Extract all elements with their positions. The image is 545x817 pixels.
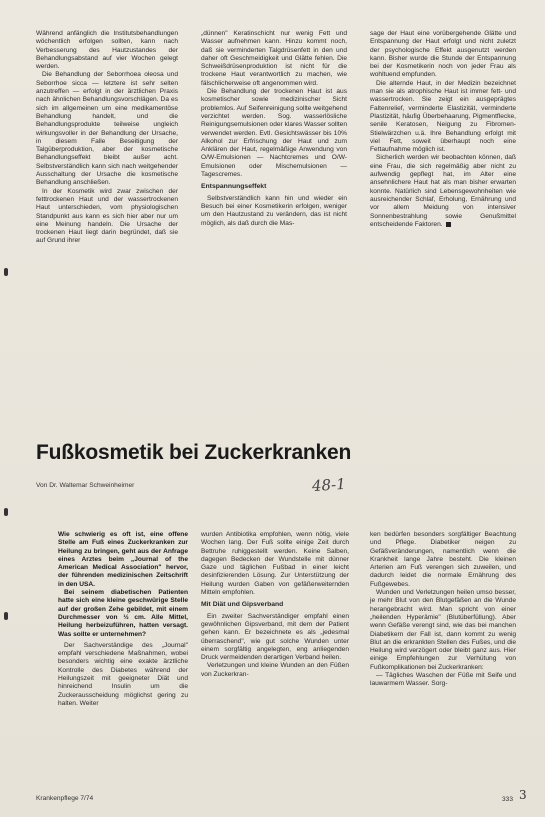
article-column-3 [370,531,516,689]
top-column-2 [201,30,347,228]
top-column-1 [36,30,178,246]
paragraph: ken bedürfen besonders sorgfältiger Beachtung und Pflege. Diabetiker neigen zu Gefäßveränderungen, namentlich wenn die Krankheit lange Jahre besteht. Die kleinen Arterien am Fuß verengen sich zuweilen, und dadurch leidet die normale Ernährung des Fußgewebes. [370,531,516,588]
paragraph: Wunden und Verletzungen heilen umso besser, je mehr Blut von den Blutgefäßen an die Wunde herangebracht wird. Man spricht von einer „heilenden Hyperämie" (Blutüberfüllung). Aber wenn Gefäße verengt sind, wie das bei manchen Diabetikern der Fall ist, dann kommt zu wenig Blut an die erkrankten Stellen des Fußes, und die Heilung wird verzögert oder bleibt ganz aus. Hier einige Empfehlungen zur Verhütung von Fußkomplikationen bei Zuckerkranken: [370,589,516,671]
handwritten-page-mark: 3 [519,788,527,802]
end-of-article-mark [446,222,451,227]
paragraph: Die Behandlung der Seborrhoea oleosa und Seborrhoe sicca — letztere ist sehr selten anzutreffen — erfolgt in der ärztlichen Praxis nach ähnlichen Behandlungsvorschlägen. Da es sich im allgemeinen um eine medikamentöse Behandlung handelt, und die Behandlungsprodukte teilweise ungleich wirkungsvoller in der Behandlung der Ursache, in diesem Falle Beseitigung der Talgüberproduktion, aber der kosmetische Behandlungseffekt bleibt außer acht. Selbstverständlich kann sich nach weitgehender Ausschaltung der Ursache die kosmetische Behandlung anschließen. [36,71,178,187]
binding-hole-mark [4,508,8,516]
top-column-3 [370,30,516,229]
paragraph-text: Sicherlich werden wir beobachten können, daß eine Frau, die sich regelmäßig aber nicht zu aufwendig gepflegt hat, im Alter eine ansehnlichere Haut hat als man bisher erwarten konnte. Natürlich sind Lebensgewohnheiten wie ausreichender Schlaf, Erholung, Ernährung und vor allem Meidung von intensiver Sonnenbestrahlung sowie Genußmittel entscheidende Faktoren. [370,154,516,228]
paragraph: wurden Antibiotika empfohlen, wenn nötig, viele Wochen lang. Der Fuß sollte einige Zeit durch Bettruhe ruhiggestellt werden. Keine Salben, dagegen Bedecken der Wundstelle mit dünner Gaze und täglichen Fußbad in einer leicht desinfizierenden Lösung. Zur Unterstützung der Heilung wurden Gaben von gefäßerweiternden Mitteln empfohlen. [201,531,349,597]
article-author: Von Dr. Waltemar Schweinheimer [36,482,135,489]
article-column-1 [58,531,188,708]
paragraph: — Tägliches Waschen der Füße mit Seife und lauwarmem Wasser. Sorg- [370,672,516,688]
paragraph: „dünnen" Keratinschicht nur wenig Fett und Wasser aufnehmen kann. Hinzu kommt noch, daß sie verminderten Talgdrüsenfett in den und daher oft Geschmeidigkeit und Glätte fehlen. Die Schweißdrüsenproduktion ist nicht für die trockene Haut verantwortlich zu machen, wie fälschlicherweise oft angenommen wird. [201,30,347,87]
paragraph: Verletzungen und kleine Wunden an den Füßen von Zuckerkran- [201,662,349,678]
paragraph: Während anfänglich die Institutsbehandlungen wöchentlich erfolgen sollten, kann nach Verbesserung des Hautzustandes der Behandlungsabstand auf vier Wochen gelegt werden. [36,30,178,71]
paragraph: Selbstverständlich kann hin und wieder ein Besuch bei einer Kosmetikerin erfolgen, weniger um den Hautzustand zu verändern, das ist nicht möglich, als daß durch die Mas- [201,194,347,227]
lead-paragraph: Wie schwierig es oft ist, eine offene Stelle am Fuß eines Zuckerkranken zur Heilung zu bringen, geht aus der Anfrage eines Arztes beim „Journal of the American Medical Association" hervor, der führenden medizinischen Zeitschrift in den USA. [58,531,188,588]
article-title: Fußkosmetik bei Zuckerkranken [36,441,352,464]
binding-hole-mark [4,612,8,620]
paragraph: Der Sachverständige des „Journal" empfahl verschiedene Maßnahmen, wobei besonders wichtig eine exakte ärztliche Kontrolle des Diabetes während der Heilungszeit mit geeigneter Diät und hinreichend Insulin um die Zuckerausscheidung möglichst gering zu halten. Weiter [58,641,188,707]
section-heading: Mit Diät und Gipsverband [201,601,284,609]
paragraph: sage der Haut eine vorübergehende Glätte und Entspannung der Haut erfolgt und nicht zuletzt der psychologische Effekt ausgenutzt werden kann. Bisher wurde die Stunde der Entspannung bei der Kosmetikerin noch von jeder Frau als wohltuend empfunden. [370,30,516,79]
binding-hole-mark [4,268,8,276]
page-number: 333 [502,796,514,803]
paragraph [370,154,516,229]
article-column-2 [201,531,349,679]
lead-paragraph: Bei seinem diabetischen Patienten hatte sich eine kleine geschwürige Stelle auf der großen Zehe gebildet, mit einem Durchmesser von ½ cm. Alle Mittel, Heilung herbeizuführen, hatten versagt. Was sollte er unternehmen? [58,589,188,638]
handwritten-note: 48-1 [311,474,347,496]
footer-publication: Krankenpflege 7/74 [36,795,94,802]
paragraph: Ein zweiter Sachverständiger empfahl einen gewöhnlichen Gipsverband, mit dem der Patient gehen kann. Er bezeichnete es als „jedesmal überraschend", wie gut solche Wunden unter einem sorgfältig angelegten, eng anliegenden Druck vermeidenden derartigen Verband heilen. [201,612,349,662]
paragraph: In der Kosmetik wird zwar zwischen der fetttrockenen Haut und der wassertrockenen Haut unterschieden, vom physiologischen Standpunkt aus kann es sich hier aber nur um eine Meinung handeln. Die Ursache der trockenen Haut liegt darin begründet, daß sie auf Grund ihrer [36,187,178,245]
section-heading: Entspannungseffekt [201,183,267,191]
paragraph: Die alternde Haut, in der Medizin bezeichnet man sie als atrophische Haut ist immer fett- und wassertrocken. Sie zeigt ein ausgeprägtes Faltenrelief, verminderte Elastizität, verminderte Plastizität, häufig Überbehaarung, Pigmentflecke, senile Keratosen, Neigung zu Fibromen-Stielwärzchen u.ä. Ihre Behandlung erfolgt mit viel Fett, soweit überhaupt noch eine Fettaufnahme möglich ist. [370,79,516,154]
paragraph: Die Behandlung der trockenen Haut ist aus kosmetischer sowie medizinischer Sicht problemlos. Auf Seifenreinigung sollte weitgehend verzichtet werden. Sog. wasserlösliche Reinigungsemulsionen oder klares Wasser sollten verwendet werden. Evtl. Gesichtswässer bis 10% Alkohol zur Erfrischung der Haut und zum Anklären der Haut, regelmäßige Anwendung von O/W-Emulsionen — Nachtcremes und O/W-Emulsionen oder Mischemulsionen — Tagescremes. [201,88,347,179]
